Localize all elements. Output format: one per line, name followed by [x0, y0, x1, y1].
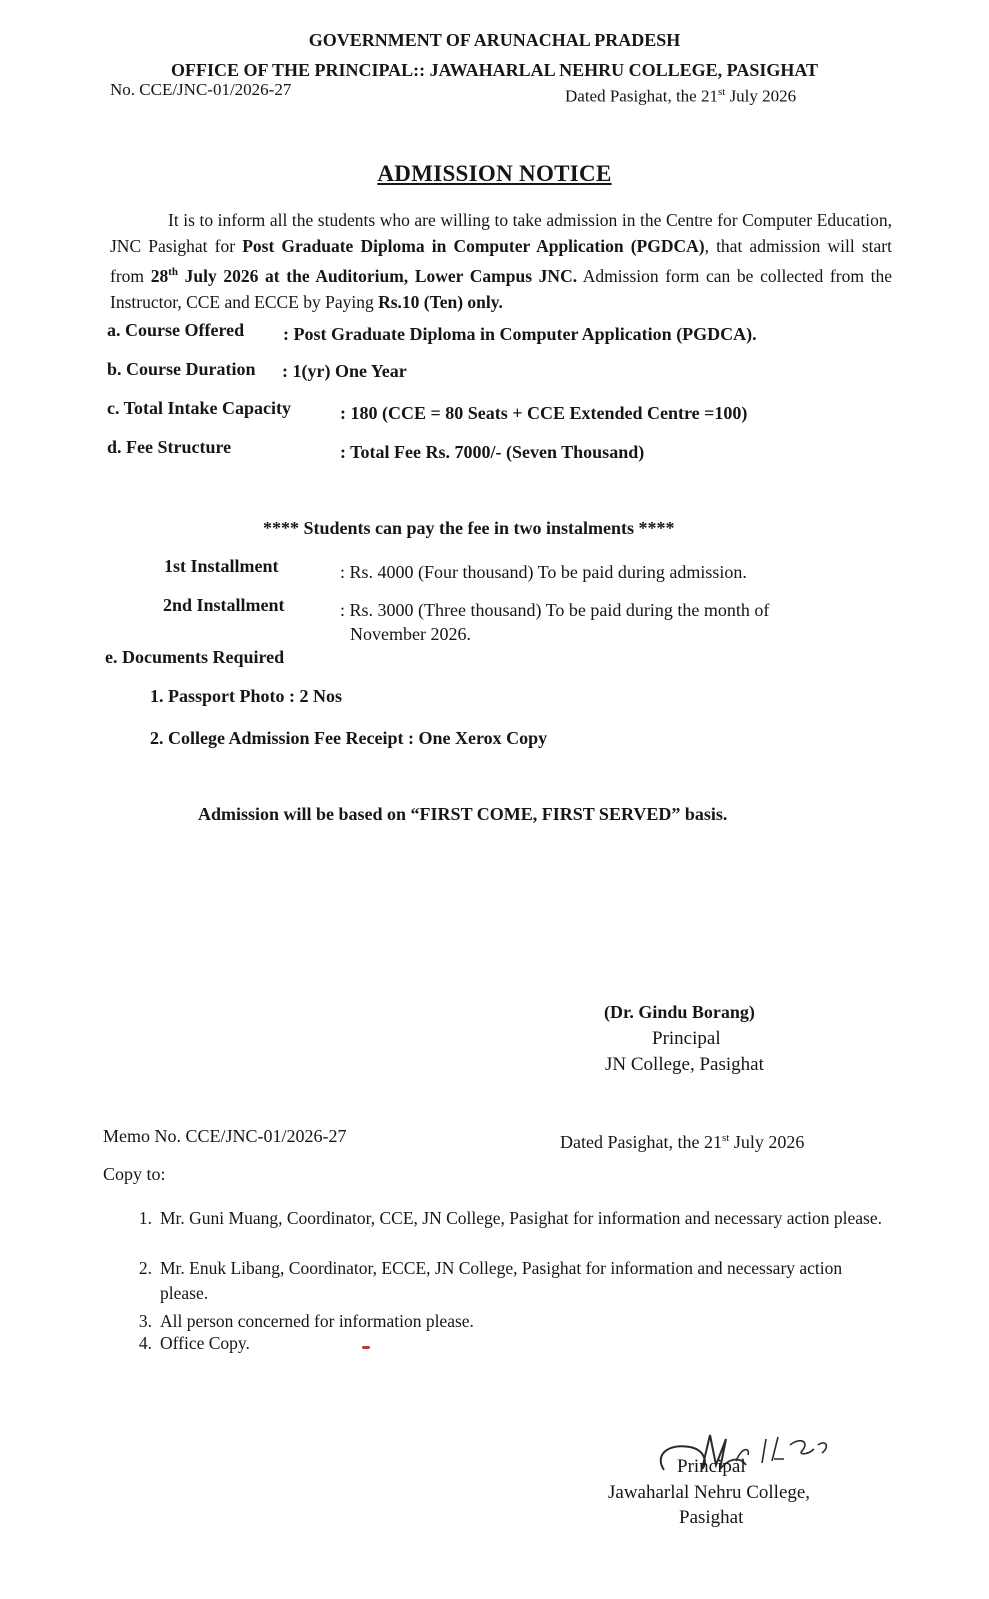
document-item: 1. Passport Photo : 2 Nos — [150, 686, 342, 706]
signatory-designation: Principal — [652, 1028, 721, 1049]
memo-date: Dated Pasighat, the 21st July 2026 — [560, 1132, 805, 1152]
copy-to-label: Copy to: — [103, 1164, 166, 1184]
ref-number: No. CCE/JNC-01/2026-27 — [110, 80, 292, 99]
fee-structure-value: : Total Fee Rs. 7000/- (Seven Thousand) — [340, 442, 645, 462]
second-instalment-value: : Rs. 3000 (Three thousand) To be paid during the month of — [340, 600, 770, 620]
instalment-heading: **** Students can pay the fee in two instalments **** — [263, 518, 675, 538]
header-date: Dated Pasighat, the 21st July 2026 — [565, 86, 797, 106]
course-duration-label: b. Course Duration — [107, 359, 256, 379]
signatory-place: JN College, Pasighat — [605, 1054, 764, 1075]
footer-designation: Principal — [677, 1456, 746, 1477]
intake-capacity-label: c. Total Intake Capacity — [107, 398, 292, 418]
header-office: OFFICE OF THE PRINCIPAL:: JAWAHARLAL NEHRU COLLEGE, PASIGHAT — [170, 60, 819, 80]
ink-mark — [362, 1346, 370, 1349]
signatory-name: (Dr. Gindu Borang) — [604, 1002, 755, 1022]
fee-structure-label: d. Fee Structure — [107, 437, 232, 457]
course-offered-value: : Post Graduate Diploma in Computer Application (PGDCA). — [283, 324, 757, 344]
first-instalment-value: : Rs. 4000 (Four thousand) To be paid during admission. — [340, 562, 747, 582]
footer-place: Pasighat — [679, 1507, 744, 1528]
notice-title: ADMISSION NOTICE — [377, 161, 612, 186]
course-duration-value: : 1(yr) One Year — [282, 361, 407, 381]
second-instalment-label: 2nd Installment — [163, 595, 285, 615]
memo-number: Memo No. CCE/JNC-01/2026-27 — [103, 1126, 347, 1146]
documents-heading: e. Documents Required — [105, 647, 285, 667]
first-instalment-label: 1st Installment — [164, 556, 279, 576]
footer-college: Jawaharlal Nehru College, — [608, 1482, 811, 1503]
second-instalment-value-cont: November 2026. — [350, 624, 471, 644]
document-item: 2. College Admission Fee Receipt : One Xerox Copy — [150, 728, 548, 748]
intake-capacity-value: : 180 (CCE = 80 Seats + CCE Extended Centre =100) — [340, 403, 748, 423]
course-offered-label: a. Course Offered — [107, 320, 245, 340]
intro-paragraph: It is to inform all the students who are willing to take admission in the Centre for Computer Education, JNC Pasighat for Post Graduate Diploma in Computer Application (PGDCA), that admission will start from 28th July 2026 at the Auditorium, Lower Campus JNC. Admission form can be collected from the Instructor, CCE and ECCE by Paying Rs.10 (Ten) only. — [110, 210, 892, 312]
admission-basis: Admission will be based on “FIRST COME, FIRST SERVED” basis. — [198, 804, 728, 824]
header-government: GOVERNMENT OF ARUNACHAL PRADESH — [308, 30, 681, 50]
